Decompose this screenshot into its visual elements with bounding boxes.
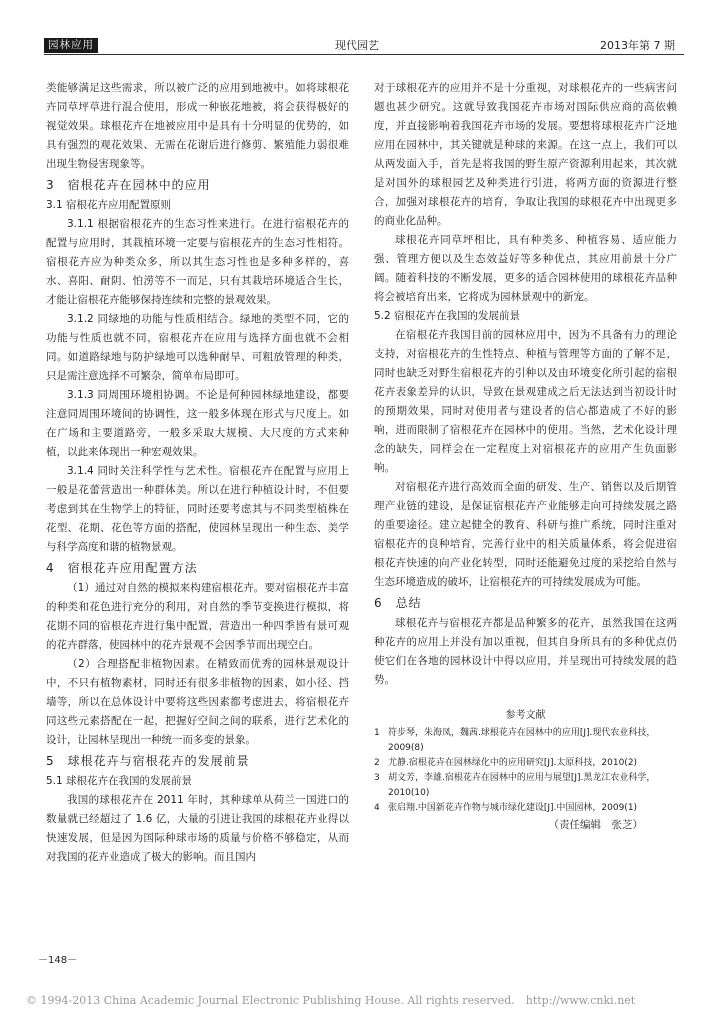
section-tag: 园林应用 <box>44 38 98 53</box>
section-heading-5: 5 球根花卉与宿根花卉的发展前景 <box>46 754 250 768</box>
reference-item <box>374 726 677 756</box>
reference-text: 张启翔.中国新花卉作物与城市绿化建设[J].中国园林，2009(1) <box>388 803 638 813</box>
paragraph-3-1-3: 3.1.3 同周围环境相协调。不论是何种园林绿地建设，都要注意同周围环境间的协调性，这一般多体现在形式与尺度上。如在广场和主要道路旁，一般多采取大规模、大尺度的方式来种植，以此来体现出一种宏观效果。 <box>46 389 349 458</box>
subsection-heading-5-2: 5.2 宿根花卉在我国的发展前景 <box>374 310 521 322</box>
paragraph-5-1: 我国的球根花卉在 2011 年时，其种球单从荷兰一国进口的数量就已经超过了 1.6 亿，大量的引进让我国的球根花卉业得以快速发展，但是因为国际种球市场的质量与价格不够稳定，从而对我国的花卉业造成了极大的影响。而且国内 <box>46 794 349 863</box>
reference-item <box>374 771 677 801</box>
paragraph: 对于球根花卉的应用并不是十分重视，对球根花卉的一些病害问题也甚少研究。这就导致我国花卉市场对国际供应商的高依赖度，并直接影响着我国花卉市场的发展。要想将球根花卉广泛地应用在园林中，其关键就是种球的来源。在这一点上，我们可以从两发面入手，首先是将我国的野生原产资源利用起来，其次就是对国外的球根园艺及种类进行引进，将两方面的资源进行整合，加强对球根花卉的培育，争取让我国的球根花卉中出现更多的商业化品种。 <box>374 82 677 227</box>
page-header <box>0 0 723 58</box>
section-heading-6: 6 总结 <box>374 596 422 610</box>
right-column <box>374 79 677 834</box>
reference-text: 胡文芳，李雄.宿根花卉在园林中的应用与展望[J].黑龙江农业科学，2010(10) <box>388 773 656 798</box>
header-rule <box>44 54 684 55</box>
paragraph: 类能够满足这些需求，所以被广泛的应用到地被中。如将球根花卉同草坪草进行混合使用，形成一种嵌花地被，将会获得极好的视觉效果。球根花卉在地被应用中是具有十分明显的优势的，如具有强烈的观花效果、无需在花谢后进行修剪、繁殖能力弱很难出现生物侵害现象等。 <box>46 82 349 170</box>
references-list <box>374 726 677 816</box>
paragraph-3-1-4: 3.1.4 同时关注科学性与艺术性。宿根花卉在配置与应用上一般是花蕾营造出一种群体美。所以在进行种植设计时，不但要考虑到其在生物学上的特征，同时还要考虑其与不同类型植株在花型、花期、花色等方面的搭配，使园林呈现出一种生态、美学与科学高度和谐的植物景观。 <box>46 465 349 553</box>
references-title: 参考文献 <box>505 710 546 721</box>
reference-item <box>374 801 677 816</box>
paragraph-4-1: （1）通过对自然的模拟来构建宿根花卉。要对宿根花卉丰富的种类和花色进行充分的利用，对自然的季节变换进行模拟，将花期不同的宿根花卉进行集中配置，营造出一种四季皆有景可观的花卉群落，使园林中的花卉景观不会因季节而出现空白。 <box>46 582 349 651</box>
paragraph-summary: 球根花卉与宿根花卉都是品种繁多的花卉，虽然我国在这两种花卉的应用上并没有加以重视，但其自身所具有的多种优点仍使它们在各地的园林设计中得以应用，并呈现出可持续发展的趋势。 <box>374 617 677 686</box>
reference-number: 1 <box>374 728 380 738</box>
journal-title: 现代园艺 <box>335 39 379 52</box>
paragraph-4-2: （2）合理搭配非植物因素。在精致而优秀的园林景观设计中，不只有植物素材，同时还有很多非植物的因素，如小径、挡墙等，所以在总体设计中要将这些因素都考虑进去，将宿根花卉同这些元素搭配在一起，把握好空间之间的联系，进行艺术化的设计，让园林呈现出一种统一而多变的景象。 <box>46 658 349 746</box>
paragraph: 对宿根花卉进行高效而全面的研发、生产、销售以及后期管理产业链的建设，是保证宿根花卉产业能够走向可持续发展之路的重要途径。建立起健全的教育、科研与推广系统，同时注重对宿根花卉的良种培育，完善行业中的相关质量体系，将会促进宿根花卉快速的向产业化转型，同时还能避免过度的采挖给自然与生态环境造成的破坏，让宿根花卉的可持续发展成为可能。 <box>374 481 677 588</box>
reference-number: 4 <box>374 803 380 813</box>
page-number: －148－ <box>38 955 78 966</box>
paragraph: 球根花卉同草坪相比，具有种类多、种植容易、适应能力强、管理方便以及生态效益好等多种优点，其应用前景十分广阔。随着科技的不断发展，更多的适合园林使用的球根花卉品种将会被培育出来，它将成为园林景观中的新宠。 <box>374 234 677 303</box>
editor-note: （责任编辑 张芝） <box>548 819 643 831</box>
reference-text: 符步琴，朱海凤，魏茜.球根花卉在园林中的应用[J].现代农业科技，2009(8) <box>388 728 656 753</box>
paragraph: 在宿根花卉我国目前的园林应用中，因为不具备有力的理论支持，对宿根花卉的生性特点、种植与管理等方面的了解不足，同时也缺乏对野生宿根花卉的引种以及由环境变化所引起的宿根花卉表象差异的认识，导致在景观建成之后无法达到当初设计时的预期效果，同时对使用者与建设者的信心都造成了不好的影响，进而限制了宿根花卉在园林中的使用。当然，艺术化设计理念的缺失，同样会在一定程度上对宿根花卉的应用产生负面影响。 <box>374 329 677 474</box>
section-heading-3: 3 宿根花卉在园林中的应用 <box>46 178 211 192</box>
paragraph-3-1-2: 3.1.2 同绿地的功能与性质相结合。绿地的类型不同，它的功能与性质也就不同，宿根花卉在应用与选择方面也就不会相同。如道路绿地与防护绿地可以选种耐旱、可粗放管理的种类，只是需注意选择不可繁杂，简单布局即可。 <box>46 313 349 382</box>
subsection-heading-3-1: 3.1 宿根花卉应用配置原则 <box>46 199 172 211</box>
paragraph-3-1-1: 3.1.1 根据宿根花卉的生态习性来进行。在进行宿根花卉的配置与应用时，其栽植环境一定要与宿根花卉的生态习性相符。宿根花卉应为种类众多，所以其生态习性也是多种多样的，喜水、喜阳、耐阴、怕涝等不一而足，只有其栽培环境适合生长，才能让宿根花卉能够保持连续和完整的景观效果。 <box>46 218 349 306</box>
reference-item <box>374 756 677 771</box>
reference-number: 3 <box>374 773 380 783</box>
left-column <box>46 79 349 867</box>
copyright-notice: © 1994-2013 China Academic Journal Electronic Publishing House. All rights reserved. http://www.cnki.net <box>26 994 636 1007</box>
issue-label: 2013年第 7 期 <box>600 39 675 52</box>
section-heading-4: 4 宿根花卉应用配置方法 <box>46 561 198 575</box>
reference-number: 2 <box>374 758 380 768</box>
reference-text: 尤静.宿根花卉在园林绿化中的应用研究[J].太原科技，2010(2) <box>388 758 638 768</box>
subsection-heading-5-1: 5.1 球根花卉在我国的发展前景 <box>46 775 193 787</box>
